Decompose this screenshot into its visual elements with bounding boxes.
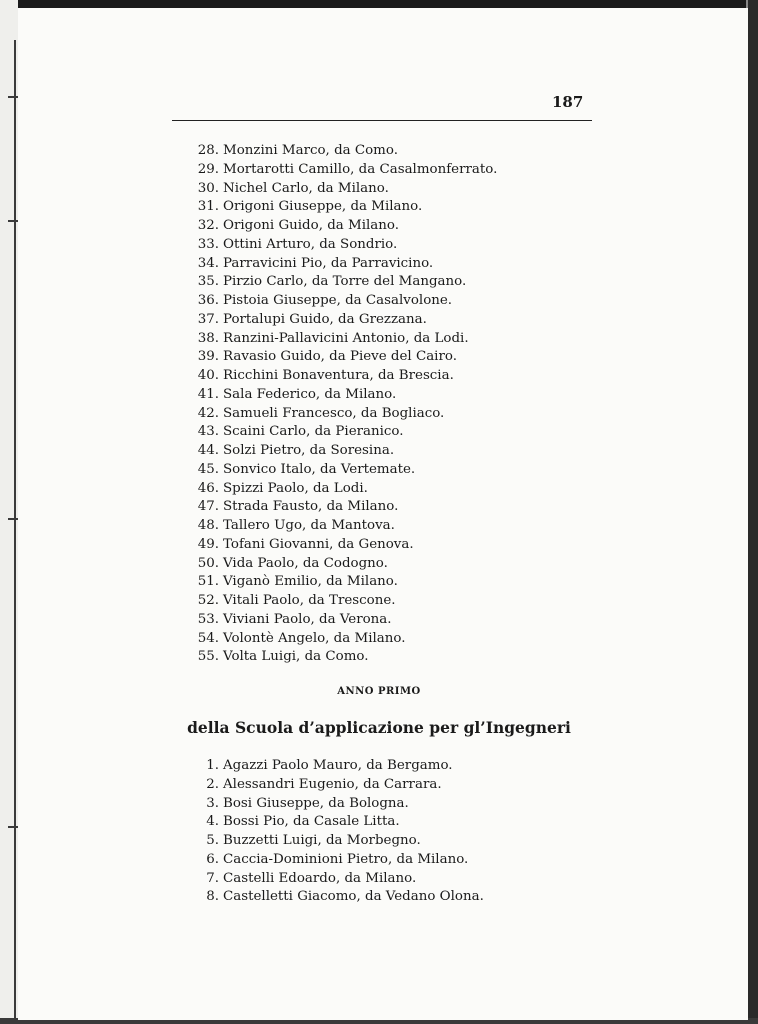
list-item — [193, 405, 497, 424]
list-item — [193, 217, 497, 236]
item-number: 55. — [197, 649, 219, 665]
list-item — [193, 198, 497, 217]
item-text: Ranzini-Pallavicini Antonio, da Lodi. — [223, 330, 469, 346]
item-text: Volta Luigi, da Como. — [223, 649, 369, 665]
item-number: 41. — [197, 386, 219, 402]
item-text: Mortarotti Camillo, da Casalmonferrato. — [223, 161, 498, 177]
item-text: Parravicini Pio, da Parravicino. — [223, 255, 434, 271]
item-text: Spizzi Paolo, da Lodi. — [223, 480, 368, 496]
scan-top-border — [0, 0, 758, 8]
list-item — [193, 273, 497, 292]
item-number: 52. — [197, 593, 219, 608]
list-item — [193, 630, 497, 649]
item-text: Agazzi Paolo Mauro, da Bergamo. — [223, 758, 453, 773]
list-item — [193, 813, 484, 832]
item-number: 47. — [197, 499, 219, 515]
list-item — [193, 311, 497, 330]
item-text: Tofani Giovanni, da Genova. — [223, 536, 414, 552]
item-text: Buzzetti Luigi, da Morbegno. — [223, 833, 421, 848]
list-item — [193, 517, 497, 536]
item-number: 36. — [197, 293, 219, 308]
list-item — [193, 573, 497, 592]
student-list-first-year — [193, 757, 484, 907]
section-title: della Scuola d’applicazione per gl’Ingegneri — [187, 718, 571, 737]
item-number: 46. — [197, 480, 219, 496]
item-number: 45. — [197, 461, 219, 477]
list-item — [193, 870, 484, 889]
binding-mark — [8, 518, 18, 520]
list-item — [193, 757, 484, 776]
list-item — [193, 330, 497, 349]
list-item — [193, 348, 497, 367]
list-item — [193, 386, 497, 405]
item-text: Volontè Angelo, da Milano. — [223, 630, 406, 646]
item-number: 42. — [197, 405, 219, 421]
item-number: 40. — [197, 368, 219, 383]
list-item — [193, 832, 484, 851]
item-text: Pirzio Carlo, da Torre del Mangano. — [223, 274, 467, 290]
item-number: 6. — [206, 851, 219, 867]
list-item — [193, 498, 497, 517]
list-item — [193, 536, 497, 555]
item-text: Sala Federico, da Milano. — [223, 386, 397, 402]
item-text: Ravasio Guido, da Pieve del Cairo. — [223, 349, 457, 365]
list-item — [193, 851, 484, 870]
list-item — [193, 161, 497, 180]
item-text: Bossi Pio, da Casale Litta. — [223, 814, 400, 830]
list-item — [193, 180, 497, 199]
list-item — [193, 423, 497, 442]
item-number: 35. — [197, 274, 219, 290]
list-item — [193, 292, 497, 311]
list-item — [193, 776, 484, 795]
item-text: Castelletti Giacomo, da Vedano Olona. — [223, 889, 484, 905]
item-number: 48. — [197, 518, 219, 533]
list-item — [193, 236, 497, 255]
item-number: 8. — [206, 889, 219, 905]
item-text: Viviani Paolo, da Verona. — [223, 611, 392, 627]
list-item — [193, 480, 497, 499]
item-number: 33. — [197, 236, 219, 252]
item-text: Samueli Francesco, da Bogliaco. — [223, 405, 445, 421]
item-text: Pistoia Giuseppe, da Casalvolone. — [223, 293, 453, 308]
item-text: Solzi Pietro, da Soresina. — [223, 443, 395, 458]
item-number: 54. — [197, 630, 219, 646]
item-text: Castelli Edoardo, da Milano. — [223, 870, 417, 886]
item-number: 29. — [197, 161, 219, 177]
item-text: Portalupi Guido, da Grezzana. — [223, 311, 427, 327]
item-text: Tallero Ugo, da Mantova. — [223, 518, 395, 533]
item-number: 32. — [197, 218, 219, 233]
list-item — [193, 367, 497, 386]
item-number: 5. — [206, 833, 219, 848]
student-list-continued — [193, 142, 497, 667]
item-text: Monzini Marco, da Como. — [223, 143, 398, 158]
item-text: Vitali Paolo, da Trescone. — [223, 593, 396, 608]
item-number: 37. — [197, 311, 219, 327]
item-text: Scaini Carlo, da Pieranico. — [223, 424, 404, 440]
item-number: 3. — [206, 795, 219, 811]
item-text: Nichel Carlo, da Milano. — [223, 180, 389, 196]
item-number: 31. — [197, 199, 219, 215]
item-number: 30. — [197, 180, 219, 196]
list-item — [193, 795, 484, 814]
section-kicker: ANNO PRIMO — [337, 686, 421, 697]
item-number: 51. — [197, 574, 219, 590]
item-number: 4. — [206, 814, 219, 830]
binding-mark — [8, 96, 18, 98]
item-number: 50. — [197, 555, 219, 571]
list-item — [193, 648, 497, 667]
page-number: 187 — [552, 93, 584, 111]
list-item — [193, 461, 497, 480]
list-item — [193, 592, 497, 611]
item-text: Sonvico Italo, da Vertemate. — [223, 461, 416, 477]
item-text: Alessandri Eugenio, da Carrara. — [223, 776, 442, 792]
item-text: Ricchini Bonaventura, da Brescia. — [223, 368, 454, 383]
item-number: 28. — [197, 143, 219, 158]
binding-mark — [8, 826, 18, 828]
list-item — [193, 888, 484, 907]
list-item — [193, 555, 497, 574]
item-number: 39. — [197, 349, 219, 365]
item-number: 53. — [197, 611, 219, 627]
item-text: Origoni Guido, da Milano. — [223, 218, 399, 233]
item-text: Caccia-Dominioni Pietro, da Milano. — [223, 851, 469, 867]
header-rule — [172, 120, 592, 121]
list-item — [193, 255, 497, 274]
item-number: 38. — [197, 330, 219, 346]
item-number: 7. — [206, 870, 219, 886]
item-number: 34. — [197, 255, 219, 271]
item-text: Ottini Arturo, da Sondrio. — [223, 236, 398, 252]
scan-binding-line — [14, 40, 16, 1020]
list-item — [193, 442, 497, 461]
item-text: Bosi Giuseppe, da Bologna. — [223, 795, 409, 811]
item-number: 2. — [206, 776, 219, 792]
item-number: 1. — [206, 758, 219, 773]
item-text: Vida Paolo, da Codogno. — [223, 555, 388, 571]
item-text: Viganò Emilio, da Milano. — [223, 574, 398, 590]
list-item — [193, 142, 497, 161]
item-number: 43. — [197, 424, 219, 440]
binding-mark — [8, 220, 18, 222]
item-text: Origoni Giuseppe, da Milano. — [223, 199, 423, 215]
item-number: 49. — [197, 536, 219, 552]
item-number: 44. — [197, 443, 219, 458]
item-text: Strada Fausto, da Milano. — [223, 499, 399, 515]
list-item — [193, 611, 497, 630]
